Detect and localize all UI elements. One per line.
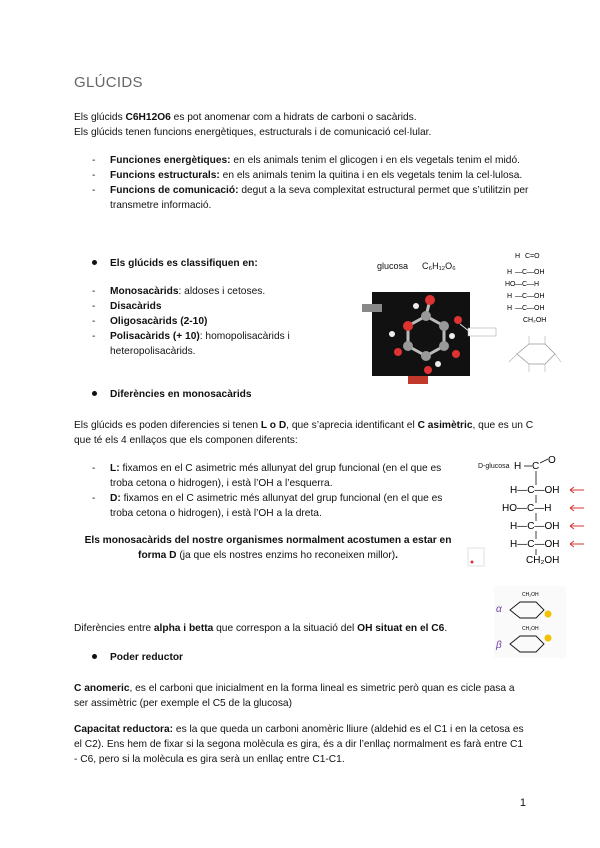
reductor-heading: Poder reductor <box>110 652 184 663</box>
dglucose-label: D-glucosa <box>478 463 510 470</box>
ld-list <box>92 461 464 521</box>
fischer-projection-small <box>505 250 565 330</box>
monosac-note-text: (ja que els nostres enzims ho reconeixen millor) <box>176 550 396 561</box>
class-item <box>92 284 337 299</box>
ld-text: fixamos en el C asimetric més allunyat del grup funcional (en el que es troba cetona o hidrogen), i està l’OH a la dreta. <box>110 493 443 519</box>
svg-text:CH₂OH: CH₂OH <box>522 626 539 632</box>
svg-text:—C—OH: —C—OH <box>515 305 545 312</box>
svg-text:α: α <box>496 604 502 615</box>
diff-bullet <box>92 387 252 402</box>
dglucose-fischer <box>500 455 592 567</box>
model-background <box>372 292 470 376</box>
function-item <box>92 168 532 183</box>
function-item <box>92 183 532 213</box>
alpha-bold: alpha i betta <box>153 623 214 634</box>
bullet-dot <box>92 391 97 396</box>
function-item <box>92 153 532 168</box>
atom-carbon <box>421 351 431 361</box>
ld-item <box>92 461 464 491</box>
atom-carbon <box>421 311 431 321</box>
alpha-text: Diferències entre <box>74 623 154 634</box>
atom-oxygen <box>425 295 435 305</box>
svg-text:HO—C—H: HO—C—H <box>502 503 552 514</box>
model-tag-right <box>468 328 496 336</box>
alpha-text: . <box>444 623 448 634</box>
class-text: : aldoses i cetoses. <box>178 286 266 297</box>
atom-oxygen <box>394 348 402 356</box>
class-label: Disacàrids <box>110 301 162 312</box>
haworth-sketch <box>505 332 565 376</box>
svg-text:—C—H: —C—H <box>515 281 540 288</box>
model-tag-bottom <box>408 376 428 384</box>
reductor-bullet <box>92 650 183 665</box>
glucosa-label: glucosa <box>377 261 409 271</box>
atom-hydrogen <box>389 331 395 337</box>
glucosa-formula: C₆H₁₂O₆ <box>422 261 456 271</box>
class-item <box>92 329 337 359</box>
svg-text:H—C—OH: H—C—OH <box>510 539 560 550</box>
bullet-dot <box>92 260 97 265</box>
page-number: 1 <box>519 797 526 809</box>
capacity-paragraph <box>74 722 526 767</box>
class-item <box>92 314 337 329</box>
small-sketch <box>466 546 490 570</box>
class-label: Monosacàrids <box>110 286 179 297</box>
diff-text: , que es un C que té els 4 enllaços que els componen diferents: <box>74 420 534 446</box>
alpha-text: que correspon a la situació del <box>213 623 358 634</box>
class-label: Polisacàrids (+ 10) <box>110 331 200 342</box>
intro-text-2: es pot anomenar com a hidrats de carboni o sacàrids. <box>170 112 417 123</box>
atom-carbon <box>439 341 449 351</box>
svg-text:C=O: C=O <box>525 253 540 260</box>
glucose-formula: C6H12O6 <box>125 112 171 123</box>
function-label: Funciones energètiques: <box>110 155 231 166</box>
svg-text:H—C—OH: H—C—OH <box>510 485 560 496</box>
svg-text:CH₂OH: CH₂OH <box>522 592 539 598</box>
anomeric-text: , es el carboni que inicialment en la forma lineal es simetric però quan es cicle pasa a ser assimètric (per exemple el C5 de la glucosa) <box>74 683 515 709</box>
alpha-bold-oh: OH situat en el C6 <box>357 623 445 634</box>
capacity-bold: Capacitat reductora: <box>74 724 174 735</box>
ld-item <box>92 491 464 521</box>
svg-text:β: β <box>496 640 502 651</box>
function-text: degut a la seva complexitat estructural permet que s’utilitzin per transmetre informació. <box>110 185 529 211</box>
alpha-beta-paragraph <box>74 621 494 636</box>
class-label: Oligosacàrids (2-10) <box>110 316 208 327</box>
svg-text:CH₂OH: CH₂OH <box>523 317 547 324</box>
glucose-3d-model <box>360 286 500 386</box>
diff-paragraph <box>74 418 536 448</box>
classify-bullet <box>92 256 258 271</box>
svg-text:CH₂OH: CH₂OH <box>526 555 560 566</box>
function-text: en els animals tenim el glicogen i en els vegetals tenim el midó. <box>230 155 520 166</box>
capacity-text: es la que queda un carboni anomèric lliure (aldehid es el C1 i en la cetosa es el C2). Ens hem de fixar si la segona molècula es gira, és a dir l’enllaç normalment es farà entre C1 - C6, pero si la molècula es gira serà un enllaç entre C1-C1. <box>74 724 524 765</box>
class-item <box>92 299 337 314</box>
model-tag-left <box>362 304 382 312</box>
classes-list <box>92 284 337 359</box>
svg-text:H: H <box>514 461 522 472</box>
svg-text:H: H <box>515 253 521 260</box>
atom-carbon <box>439 321 449 331</box>
intro-line-2: Els glúcids tenen funcions energètiques, estructurals i de comunicació cel·lular. <box>74 127 432 138</box>
monosac-note-bold: Els monosacàrids del nostre organismes normalment acostumen a estar en forma D <box>84 535 452 561</box>
atom-oxygen <box>403 321 413 331</box>
classify-heading: Els glúcids es classifiquen en: <box>110 258 258 269</box>
intro-text: Els glúcids <box>74 112 126 123</box>
ld-label: L: <box>110 463 120 474</box>
atom-oxygen <box>424 366 432 374</box>
svg-text:HO: HO <box>505 281 516 288</box>
diff-text: Els glúcids es poden diferencies si tenen <box>74 420 261 431</box>
svg-text:—C—OH: —C—OH <box>515 269 545 276</box>
page-title: GLÚCIDS <box>74 74 143 91</box>
bullet-dot <box>92 654 97 659</box>
svg-text:—C—OH: —C—OH <box>515 293 545 300</box>
diff-bold-lod: L o D <box>260 420 287 431</box>
svg-text:C: C <box>532 461 540 472</box>
svg-text:H—C—OH: H—C—OH <box>510 521 560 532</box>
anomeric-bold: C anomeric <box>74 683 130 694</box>
ld-label: D: <box>110 493 121 504</box>
anomeric-paragraph <box>74 681 526 711</box>
class-text: : homopolisacàrids i heteropolisacàrids. <box>110 331 290 357</box>
function-label: Funcions de comunicació: <box>110 185 239 196</box>
atom-carbon <box>403 341 413 351</box>
intro-paragraph <box>74 110 534 140</box>
atom-oxygen <box>454 316 462 324</box>
diff-text: , que s’aprecia identificant el <box>286 420 418 431</box>
ld-text: fixamos en el C asimetric més allunyat del grup funcional (en el que es troba cetona o hidrogen), i està l’OH a l’esquerra. <box>110 463 442 489</box>
function-text: en els animals tenim la quitina i en els vegetals tenim la cel·lulosa. <box>219 170 523 181</box>
atom-hydrogen <box>435 361 441 367</box>
diff-bold-casym: C asimètric <box>417 420 473 431</box>
monosac-note-end: . <box>395 550 398 561</box>
svg-text:O: O <box>548 455 556 466</box>
alpha-beta-figure <box>494 586 566 658</box>
svg-text:H: H <box>507 305 513 312</box>
atom-oxygen <box>452 350 460 358</box>
svg-text:H: H <box>507 293 513 300</box>
functions-list <box>92 153 532 213</box>
svg-text:H: H <box>507 269 513 276</box>
function-label: Funcions estructurals: <box>110 170 220 181</box>
atom-hydrogen <box>413 303 419 309</box>
monosac-note <box>70 533 466 563</box>
diff-heading: Diferències en monosacàrids <box>110 389 252 400</box>
atom-hydrogen <box>449 333 455 339</box>
